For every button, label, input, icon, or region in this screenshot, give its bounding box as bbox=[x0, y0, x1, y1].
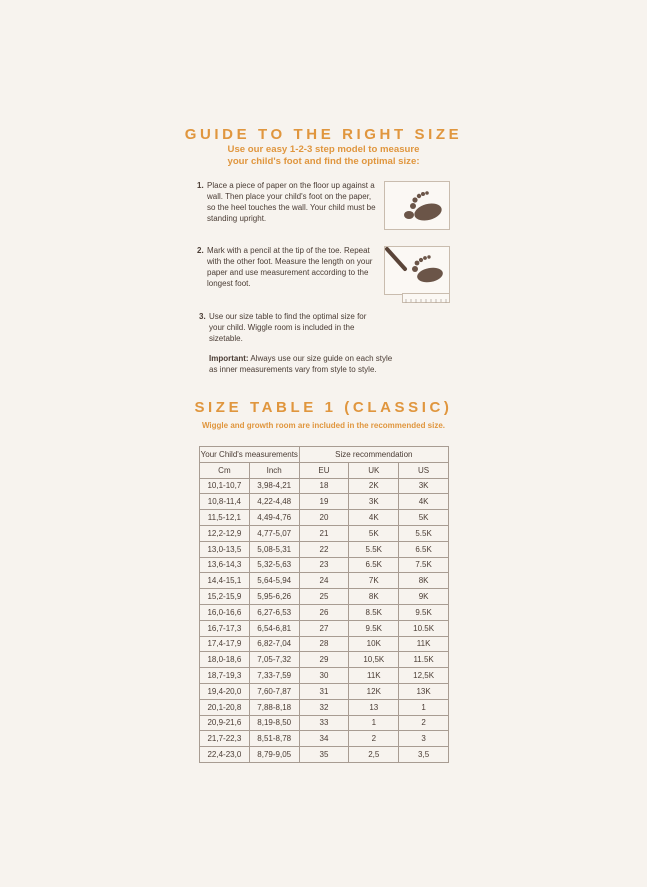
table-cell: 3 bbox=[399, 731, 449, 747]
table-cell: 13 bbox=[349, 699, 399, 715]
table-cell: 8,19-8,50 bbox=[249, 715, 299, 731]
table-row bbox=[200, 699, 449, 715]
table-cell: 23 bbox=[299, 557, 349, 573]
table-row bbox=[200, 525, 449, 541]
table-cell: 12K bbox=[349, 683, 399, 699]
table-cell: 21 bbox=[299, 525, 349, 541]
table-row bbox=[200, 731, 449, 747]
table-cell: 24 bbox=[299, 573, 349, 589]
table-cell: 11K bbox=[399, 636, 449, 652]
table-row bbox=[200, 557, 449, 573]
table-cell: 2 bbox=[349, 731, 399, 747]
table-cell: 32 bbox=[299, 699, 349, 715]
footprint-icon bbox=[385, 182, 449, 229]
table-cell: 12,5K bbox=[399, 668, 449, 684]
table-row bbox=[200, 668, 449, 684]
guide-subtitle-line2: your child's foot and find the optimal size: bbox=[227, 156, 420, 167]
table-cell: 8.5K bbox=[349, 604, 399, 620]
table-group-header-row bbox=[200, 447, 449, 463]
table-cell: 2K bbox=[349, 478, 399, 494]
important-label: Important: bbox=[209, 354, 249, 363]
table-cell: 1 bbox=[399, 699, 449, 715]
table-cell: 13K bbox=[399, 683, 449, 699]
table-cell: 5.5K bbox=[349, 541, 399, 557]
size-table-title: SIZE TABLE 1 (CLASSIC) bbox=[194, 399, 453, 416]
table-cell: 4,77-5,07 bbox=[249, 525, 299, 541]
pencil-footprint-icon bbox=[385, 247, 449, 294]
step-1-text: Place a piece of paper on the floor up against a wall. Then place your child's foot on the paper, so the heel touches the wall. Your child must be standing upright. bbox=[207, 181, 376, 223]
table-cell: 22,4-23,0 bbox=[200, 747, 250, 763]
table-cell: 5K bbox=[349, 525, 399, 541]
table-row bbox=[200, 683, 449, 699]
table-cell: 17,4-17,9 bbox=[200, 636, 250, 652]
step-1 bbox=[197, 180, 382, 228]
table-cell: 22 bbox=[299, 541, 349, 557]
step-1-number: 1. bbox=[197, 181, 204, 190]
table-row bbox=[200, 510, 449, 526]
table-cell: 34 bbox=[299, 731, 349, 747]
column-header-uk: UK bbox=[349, 462, 399, 478]
column-header-cm: Cm bbox=[200, 462, 250, 478]
table-cell: 18 bbox=[299, 478, 349, 494]
column-header-inch: Inch bbox=[249, 462, 299, 478]
table-cell: 4,22-4,48 bbox=[249, 494, 299, 510]
table-cell: 7,88-8,18 bbox=[249, 699, 299, 715]
table-cell: 29 bbox=[299, 652, 349, 668]
table-cell: 4K bbox=[399, 494, 449, 510]
pencil-illustration bbox=[384, 246, 450, 295]
table-cell: 8K bbox=[399, 573, 449, 589]
step-3-text: Use our size table to find the optimal size for your child. Wiggle room is included in the sizetable. bbox=[209, 312, 367, 343]
table-row bbox=[200, 589, 449, 605]
table-cell: 7,33-7,59 bbox=[249, 668, 299, 684]
guide-title: GUIDE TO THE RIGHT SIZE bbox=[184, 126, 463, 143]
table-cell: 16,7-17,3 bbox=[200, 620, 250, 636]
important-note bbox=[209, 353, 399, 375]
table-cell: 19,4-20,0 bbox=[200, 683, 250, 699]
table-cell: 31 bbox=[299, 683, 349, 699]
table-cell: 30 bbox=[299, 668, 349, 684]
table-row bbox=[200, 478, 449, 494]
table-cell: 1 bbox=[349, 715, 399, 731]
table-cell: 3,98-4,21 bbox=[249, 478, 299, 494]
size-table-subtitle: Wiggle and growth room are included in the recommended size. bbox=[201, 421, 446, 430]
group-header-size: Size recommendation bbox=[299, 447, 448, 463]
footprint-illustration bbox=[384, 181, 450, 230]
table-cell: 5,64-5,94 bbox=[249, 573, 299, 589]
table-row bbox=[200, 747, 449, 763]
table-cell: 27 bbox=[299, 620, 349, 636]
table-cell: 11,5-12,1 bbox=[200, 510, 250, 526]
important-text: Always use our size guide on each style as inner measurements vary from style to style. bbox=[209, 354, 393, 374]
size-table-body bbox=[200, 478, 449, 762]
table-cell: 2 bbox=[399, 715, 449, 731]
table-cell: 15,2-15,9 bbox=[200, 589, 250, 605]
table-cell: 20,1-20,8 bbox=[200, 699, 250, 715]
table-cell: 10,8-11,4 bbox=[200, 494, 250, 510]
table-cell: 4,49-4,76 bbox=[249, 510, 299, 526]
table-cell: 33 bbox=[299, 715, 349, 731]
table-cell: 3K bbox=[399, 478, 449, 494]
table-cell: 9.5K bbox=[349, 620, 399, 636]
table-cell: 5,95-6,26 bbox=[249, 589, 299, 605]
table-cell: 5,08-5,31 bbox=[249, 541, 299, 557]
step-3 bbox=[199, 311, 399, 381]
table-cell: 13,6-14,3 bbox=[200, 557, 250, 573]
table-cell: 12,2-12,9 bbox=[200, 525, 250, 541]
table-cell: 5K bbox=[399, 510, 449, 526]
table-row bbox=[200, 573, 449, 589]
table-cell: 19 bbox=[299, 494, 349, 510]
table-cell: 10.5K bbox=[399, 620, 449, 636]
table-cell: 21,7-22,3 bbox=[200, 731, 250, 747]
table-cell: 11.5K bbox=[399, 652, 449, 668]
table-cell: 4K bbox=[349, 510, 399, 526]
table-cell: 10,1-10,7 bbox=[200, 478, 250, 494]
table-cell: 3K bbox=[349, 494, 399, 510]
table-cell: 18,7-19,3 bbox=[200, 668, 250, 684]
table-cell: 16,0-16,6 bbox=[200, 604, 250, 620]
table-cell: 7.5K bbox=[399, 557, 449, 573]
table-row bbox=[200, 604, 449, 620]
table-cell: 8K bbox=[349, 589, 399, 605]
table-row bbox=[200, 620, 449, 636]
table-row bbox=[200, 715, 449, 731]
table-cell: 10,5K bbox=[349, 652, 399, 668]
table-cell: 8,79-9,05 bbox=[249, 747, 299, 763]
guide-subtitle-line1: Use our easy 1-2-3 step model to measure bbox=[227, 144, 420, 155]
table-cell: 9.5K bbox=[399, 604, 449, 620]
step-2 bbox=[197, 245, 382, 293]
step-3-number: 3. bbox=[199, 312, 206, 321]
size-table bbox=[199, 446, 449, 763]
table-cell: 2,5 bbox=[349, 747, 399, 763]
table-cell: 7K bbox=[349, 573, 399, 589]
table-row bbox=[200, 541, 449, 557]
table-cell: 28 bbox=[299, 636, 349, 652]
table-cell: 13,0-13,5 bbox=[200, 541, 250, 557]
step-2-text: Mark with a pencil at the tip of the toe. Repeat with the other foot. Measure the length on your paper and use measurement according to the longest foot. bbox=[207, 246, 373, 288]
group-header-measurements: Your Child's measurements bbox=[200, 447, 300, 463]
table-cell: 14,4-15,1 bbox=[200, 573, 250, 589]
table-cell: 6.5K bbox=[349, 557, 399, 573]
table-cell: 9K bbox=[399, 589, 449, 605]
table-cell: 26 bbox=[299, 604, 349, 620]
table-cell: 8,51-8,78 bbox=[249, 731, 299, 747]
step-2-number: 2. bbox=[197, 246, 204, 255]
table-cell: 5.5K bbox=[399, 525, 449, 541]
table-cell: 10K bbox=[349, 636, 399, 652]
table-cell: 35 bbox=[299, 747, 349, 763]
table-row bbox=[200, 652, 449, 668]
table-cell: 5,32-5,63 bbox=[249, 557, 299, 573]
table-cell: 18,0-18,6 bbox=[200, 652, 250, 668]
table-cell: 6,54-6,81 bbox=[249, 620, 299, 636]
table-cell: 3,5 bbox=[399, 747, 449, 763]
guide-subtitle bbox=[0, 144, 647, 168]
ruler-icon bbox=[402, 293, 450, 303]
table-cell: 6.5K bbox=[399, 541, 449, 557]
table-cell: 7,60-7,87 bbox=[249, 683, 299, 699]
table-column-header-row bbox=[200, 462, 449, 478]
table-cell: 20 bbox=[299, 510, 349, 526]
column-header-eu: EU bbox=[299, 462, 349, 478]
column-header-us: US bbox=[399, 462, 449, 478]
table-row bbox=[200, 636, 449, 652]
table-cell: 25 bbox=[299, 589, 349, 605]
table-cell: 6,82-7,04 bbox=[249, 636, 299, 652]
table-cell: 20,9-21,6 bbox=[200, 715, 250, 731]
table-cell: 11K bbox=[349, 668, 399, 684]
table-cell: 7,05-7,32 bbox=[249, 652, 299, 668]
table-cell: 6,27-6,53 bbox=[249, 604, 299, 620]
table-row bbox=[200, 494, 449, 510]
